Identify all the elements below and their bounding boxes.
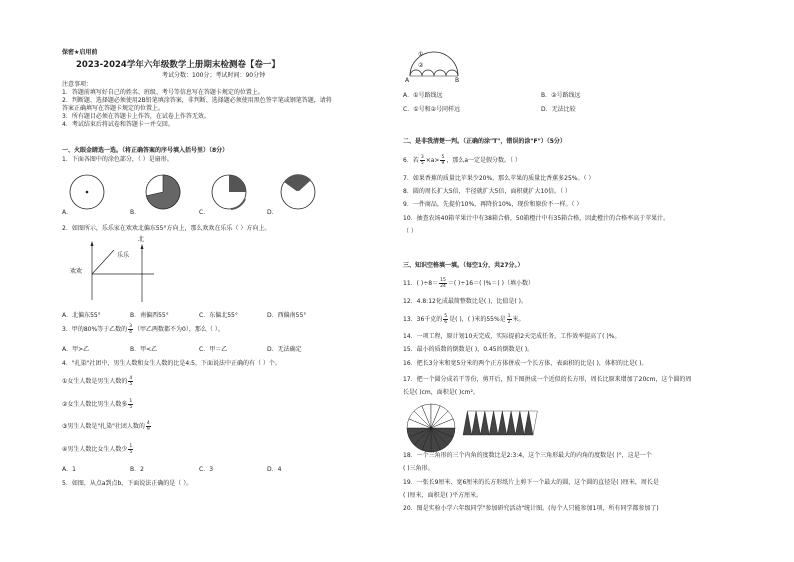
q19-text-b: ( )厘米，面积是( )平方厘米。	[403, 492, 483, 499]
page-title: 2023-2024学年六年级数学上册期末检测卷【卷一】	[76, 60, 280, 70]
q11-text: 11．( )÷8＝ $\frac{15}{24}$ ＝( )÷16＝( )%＝( )（填小数）	[403, 278, 534, 289]
q3-option-b[interactable]: B．甲<乙	[130, 346, 158, 353]
q1-option-d[interactable]: D．	[267, 209, 278, 216]
q9-text: 9．一件商品，先提价10%，再降价10%，现价和原价不一样。（ ）	[403, 201, 583, 208]
q4-option-c[interactable]: C．3	[199, 466, 214, 473]
q6-text: 6．若 $\frac{3}{5}$ ×a> $\frac{5}{9}$ ，那么a一定是假分数。（ ）	[403, 155, 521, 166]
q8-text: 8．圆的周长扩大5倍，半径就扩大5倍，面积就扩大10倍。（ ）	[403, 188, 571, 195]
q4-option-d[interactable]: D．4	[267, 466, 282, 473]
q17-text-b: 长是( )cm，面积是( )cm²。	[403, 389, 479, 396]
q5-point-b: B	[455, 77, 460, 84]
q2-huanhuan-label: 欢欢	[70, 268, 83, 275]
q3-text-b: （甲乙两数都不为0），那么（ ）。	[134, 326, 224, 333]
q5-route2-label: ②	[418, 62, 424, 69]
q2-lele-label: 乐乐	[117, 252, 130, 259]
q3-text-a: 3．甲的80%等于乙数的	[62, 326, 128, 333]
q3-option-a[interactable]: A．甲>乙	[62, 346, 90, 353]
q5-option-b[interactable]: B．②号路线远	[541, 92, 581, 99]
q2-option-c[interactable]: C．东偏北55°	[199, 312, 238, 319]
q17-approx-rectangle	[462, 410, 534, 436]
note-item: 1．答题前填写好自己的姓名、班级、考号等信息写在答题卡规定的位置上。	[62, 89, 264, 96]
q3-option-c[interactable]: C．甲＝乙	[199, 346, 228, 353]
q3-text	[62, 324, 224, 335]
q7-text: 7．如果香蕉的质量比苹果少20%，那么苹果的质量比香蕉多25%。（ ）	[403, 175, 595, 182]
q5-option-c[interactable]: C．①号和②号同样远	[403, 106, 460, 113]
q17-divided-circle	[405, 402, 457, 454]
section3-heading: 三、知识空格填一填。（每空1分，共27分。）	[403, 262, 524, 269]
q1-option-c[interactable]: C．	[199, 209, 210, 216]
section1-heading: 一、火眼金睛选一选。（将正确答案的序号填入括号里）（8分）	[62, 147, 229, 154]
note-item: 3．所有题目必须在答题卡上作答，在试卷上作答无效。	[62, 113, 210, 120]
page-subtitle: 考试分数：100分；考试时间：90分钟	[162, 72, 266, 79]
q10-answer: （ ）	[403, 228, 417, 235]
q4-text: 4．"扎染"社团中，男生人数和女生人数的比是4:5，下面说法中正确的有（ ）个。	[62, 360, 281, 367]
q19-text: 19．一张长9厘米、宽6厘米的长方形纸片上剪下一个最大的圆，这个圆的直径是( )厘米，周长是	[403, 479, 659, 486]
notes-heading: 注意事项：	[62, 81, 93, 88]
secret-label: 保密★启用前	[62, 49, 98, 56]
q1-text: 1．下面各图中的涂色部分，（ ）是扇形。	[62, 156, 173, 163]
q4-option-b[interactable]: B．2	[130, 466, 144, 473]
q1-figure-c	[209, 172, 249, 212]
q1-figure-b	[143, 172, 183, 212]
q5-option-a[interactable]: A．①号路线远	[403, 92, 443, 99]
q13-text: 13．36千克的 $\frac{5}{6}$ 是( )，( )米的55%是 $\frac{1}{2}$ 米。	[403, 314, 525, 325]
q16-text: 16．把长3分米和宽5分米的两个正方体拼成一个长方体，表面积的比是( )，体积的比是( )。	[403, 360, 648, 367]
q2-text: 2．如图所示，乐乐家在欢欢北偏东55°方向上，那么欢欢在乐乐（ ）方向上。	[62, 225, 271, 232]
note-item: 答案正确填写在答题卡规定的位置上。	[62, 105, 165, 112]
q4-statement: ④男生人数比女生人数少 $\frac{1}{5}$	[62, 444, 133, 455]
q5-route1-label: ①	[418, 51, 424, 58]
q3-fraction: $\frac{3}{4}$	[129, 324, 133, 335]
q5-point-a: A	[405, 77, 410, 84]
q4-statement: ①女生人数是男生人数的 $\frac{4}{5}$	[62, 376, 133, 387]
q18-text: 18．一个三角形的三个内角的度数比是2:3:4，这个三角形最大的内角的度数是( )°，这是一个	[403, 452, 652, 459]
q20-text: 20．图是实验小学六年级同学"参加研究活动"统计图。(每个人只能参加1项，所有同学都参加了)	[403, 505, 659, 512]
q14-text: 14．一项工程，原计划10天完成，实际提前2天完成任务，工作效率提高了( )%。	[403, 333, 621, 340]
q4-statement: ②女生人数比男生人数多 $\frac{1}{5}$	[62, 399, 133, 410]
note-item: 2．判断题、选择题必须使用2B铅笔填涂答案，非判断、选择题必须使用黑色签字笔或钢笔答题，请将	[62, 97, 332, 104]
q2-option-d[interactable]: D．西偏南55°	[267, 312, 307, 319]
q2-option-b[interactable]: B．南偏西55°	[130, 312, 169, 319]
note-item: 4．考试结束后将试卷和答题卡一并交回。	[62, 121, 174, 128]
q12-text: 12．4.8:12化成最简整数比是( )，比值是( )。	[403, 298, 528, 305]
q2-option-a[interactable]: A．北偏东55°	[62, 312, 101, 319]
q3-option-d[interactable]: D．无法确定	[267, 346, 302, 353]
q1-option-b[interactable]: B．	[130, 209, 141, 216]
q4-option-a[interactable]: A．1	[62, 466, 76, 473]
q17-text: 17．把一个圆分成若干等份，剪开后，照下图拼成一个近似的长方形，周长比原来增加了20cm，这个圆的周	[403, 376, 692, 383]
q15-text: 15．最小的质数的倒数是( )，0.45的倒数是( )。	[403, 346, 534, 353]
q18-text-b: ( )三角形。	[403, 465, 434, 472]
q5-option-d[interactable]: D．无法比较	[541, 106, 576, 113]
q2-north-label: 北	[138, 236, 145, 243]
q1-figure-a	[67, 172, 107, 212]
q1-option-a[interactable]: A．	[62, 209, 73, 216]
q5-text: 5．如图，从点a到点b，下面说法正确的是（ ）。	[62, 480, 193, 487]
section2-heading: 二、是非我清楚一判。（正确的涂"T"，错误的涂"F"）（5分）	[403, 138, 566, 145]
q10-text: 10．抽查农场40箱苹果汁中有38箱合格，50箱橙汁中有35箱合格，因此橙汁的合格率高于苹果汁。	[403, 215, 670, 222]
q1-figure-d	[278, 172, 318, 212]
q4-statement: ③男生人数是"扎染"社团人数的 $\frac{4}{9}$	[62, 421, 150, 432]
